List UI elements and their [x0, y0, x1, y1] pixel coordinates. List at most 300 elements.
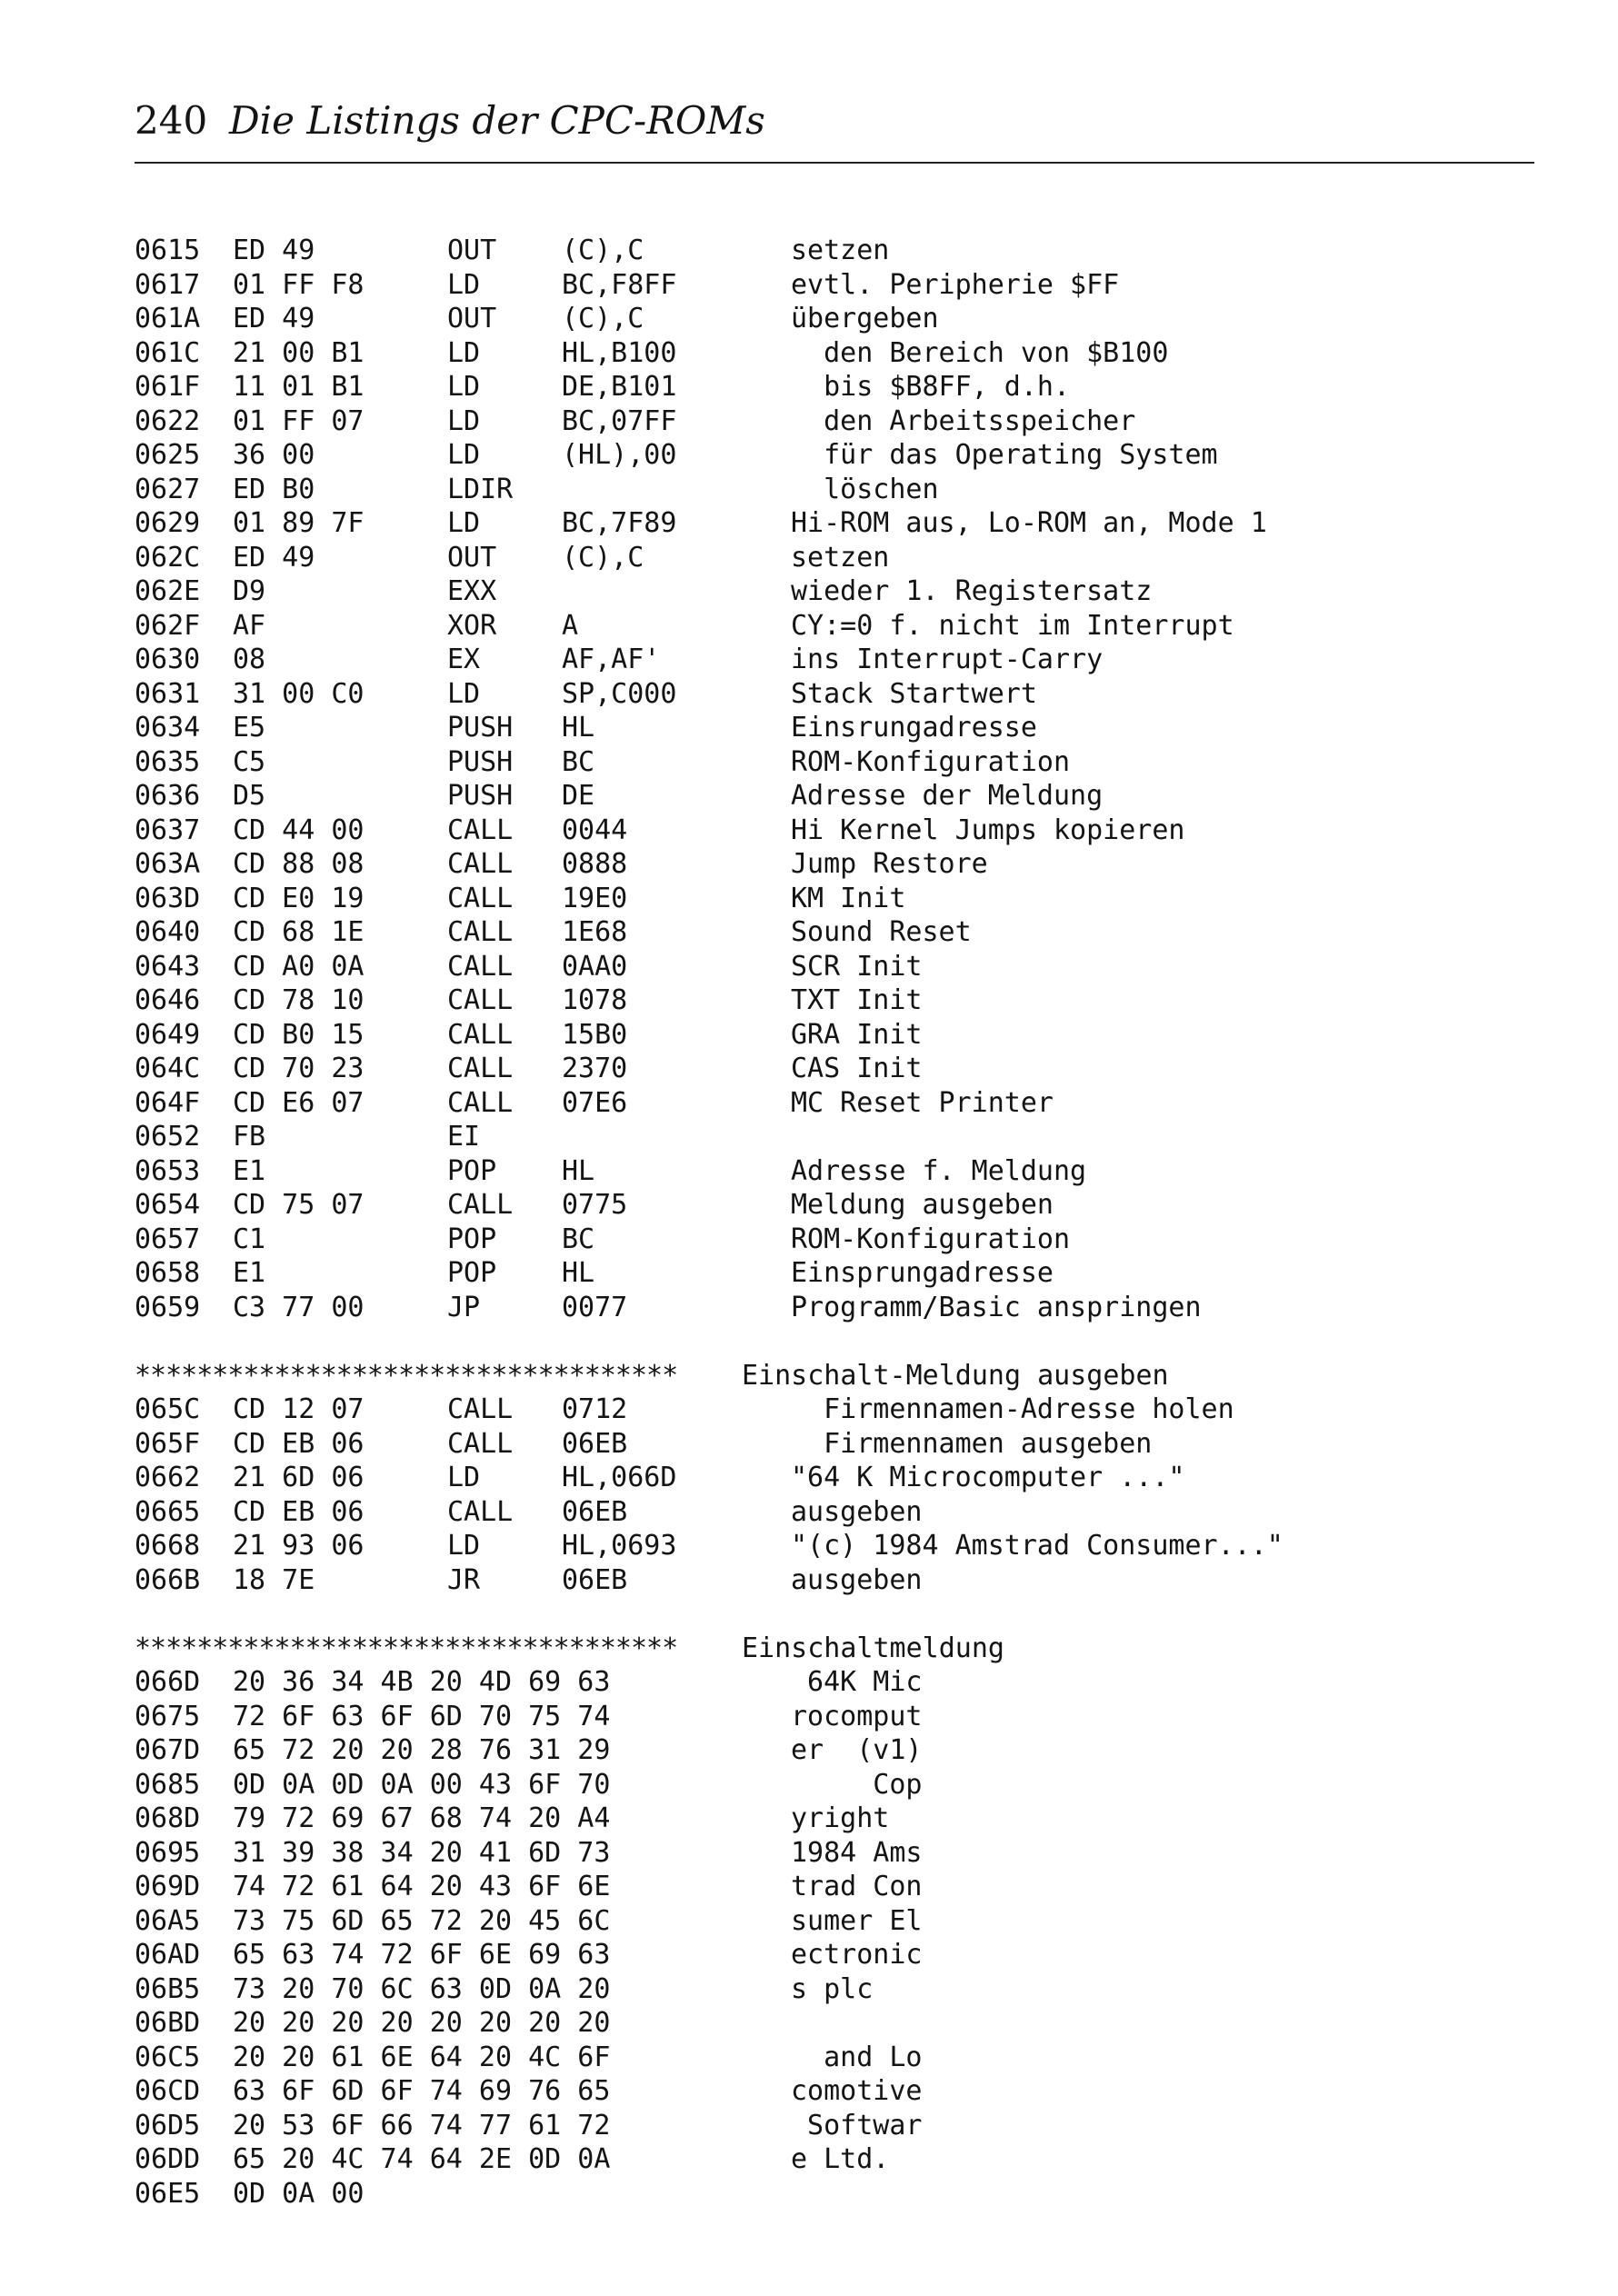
- opcode-bytes: ED 49: [233, 541, 315, 574]
- comment: ausgeben: [791, 1563, 923, 1596]
- comment: Adresse f. Meldung: [791, 1154, 1087, 1187]
- comment: Firmennamen ausgeben: [791, 1427, 1153, 1460]
- address: 06D5: [135, 2109, 201, 2141]
- address: 06B5: [135, 1972, 201, 2005]
- address: 068D: [135, 1802, 201, 1834]
- operand: 15B0: [562, 1018, 628, 1051]
- comment: Firmennamen-Adresse holen: [791, 1393, 1234, 1425]
- hex-bytes: 73 20 70 6C 63 0D 0A 20: [233, 1972, 611, 2005]
- hex-bytes: 0D 0A 0D 0A 00 43 6F 70: [233, 1768, 611, 1801]
- code-line: [135, 746, 1534, 781]
- comment: SCR Init: [791, 950, 923, 983]
- address: 061C: [135, 336, 201, 369]
- address: 0635: [135, 745, 201, 778]
- comment: Programm/Basic anspringen: [791, 1291, 1202, 1323]
- opcode-bytes: CD 78 10: [233, 984, 365, 1016]
- operand: HL: [562, 712, 595, 744]
- hex-bytes: 0D 0A 00: [233, 2177, 365, 2210]
- comment: Jump Restore: [791, 848, 988, 880]
- code-line: [135, 814, 1534, 849]
- mnemonic: PUSH: [447, 712, 514, 744]
- comment: den Bereich von $B100: [791, 336, 1169, 369]
- section-title: Einschaltmeldung: [742, 1632, 1004, 1664]
- mnemonic: OUT: [447, 541, 497, 574]
- code-line: [135, 1393, 1534, 1428]
- opcode-bytes: CD 70 23: [233, 1053, 365, 1084]
- address: 06A5: [135, 1904, 201, 1937]
- address: 0659: [135, 1291, 201, 1323]
- address: 06C5: [135, 2041, 201, 2073]
- address: 067D: [135, 1734, 201, 1766]
- comment: Adresse der Meldung: [791, 780, 1104, 812]
- hex-dump-line: [135, 2110, 1534, 2144]
- opcode-bytes: 01 FF 07: [233, 404, 365, 437]
- code-line: [135, 712, 1534, 746]
- operand: 0AA0: [562, 950, 628, 983]
- ascii-text: trad Con: [791, 1871, 923, 1902]
- code-line: [135, 1155, 1534, 1190]
- code-line: [135, 405, 1534, 440]
- operand: BC,07FF: [562, 404, 677, 437]
- code-line: [135, 1053, 1534, 1087]
- hex-dump-line: [135, 2178, 1534, 2212]
- operand: 1078: [562, 984, 628, 1016]
- address: 0653: [135, 1154, 201, 1187]
- address: 0649: [135, 1018, 201, 1051]
- ascii-text: er (v1): [791, 1734, 923, 1766]
- code-line: [135, 371, 1534, 405]
- comment: den Arbeitsspeicher: [791, 404, 1136, 437]
- mnemonic: POP: [447, 1257, 497, 1289]
- opcode-bytes: C3 77 00: [233, 1291, 365, 1323]
- comment: bis $B8FF, d.h.: [791, 371, 1071, 403]
- section-gap: [135, 1598, 1534, 1632]
- address: 0640: [135, 916, 201, 948]
- operand: (C),C: [562, 235, 644, 266]
- address: 069D: [135, 1871, 201, 1902]
- code-line: [135, 269, 1534, 304]
- operand: 07E6: [562, 1086, 628, 1119]
- opcode-bytes: 11 01 B1: [233, 371, 365, 403]
- mnemonic: CALL: [447, 950, 514, 983]
- mnemonic: LD: [447, 404, 481, 437]
- code-line: [135, 1496, 1534, 1531]
- opcode-bytes: ED B0: [233, 473, 315, 505]
- operand: HL,B100: [562, 336, 677, 369]
- code-line: [135, 1564, 1534, 1599]
- mnemonic: OUT: [447, 303, 497, 334]
- operand: (C),C: [562, 303, 644, 334]
- code-line: [135, 1223, 1534, 1258]
- mnemonic: CALL: [447, 984, 514, 1016]
- operand: (HL),00: [562, 439, 677, 471]
- opcode-bytes: CD 75 07: [233, 1189, 365, 1221]
- comment: ROM-Konfiguration: [791, 1223, 1071, 1255]
- operand: HL,066D: [562, 1462, 677, 1493]
- mnemonic: EI: [447, 1121, 481, 1153]
- comment: Stack Startwert: [791, 677, 1037, 710]
- opcode-bytes: CD EB 06: [233, 1495, 365, 1528]
- address: 0658: [135, 1257, 201, 1289]
- listing-section-init: [135, 235, 1534, 1325]
- address: 065C: [135, 1393, 201, 1425]
- hex-bytes: 31 39 38 34 20 41 6D 73: [233, 1836, 611, 1869]
- hex-dump-line: [135, 2075, 1534, 2110]
- comment: ausgeben: [791, 1495, 923, 1528]
- hex-bytes: 65 20 4C 74 64 2E 0D 0A: [233, 2143, 611, 2175]
- code-line: [135, 1292, 1534, 1326]
- operand: BC,F8FF: [562, 268, 677, 301]
- ascii-text: ectronic: [791, 1939, 923, 1971]
- mnemonic: EXX: [447, 575, 497, 607]
- hex-dump-line: [135, 1973, 1534, 2008]
- section-header: [135, 1632, 1534, 1667]
- operand: 0044: [562, 814, 628, 846]
- address: 0634: [135, 712, 201, 744]
- comment: Hi-ROM aus, Lo-ROM an, Mode 1: [791, 507, 1267, 539]
- mnemonic: CALL: [447, 1018, 514, 1051]
- operand: AF,AF': [562, 644, 661, 675]
- hex-bytes: 20 53 6F 66 74 77 61 72: [233, 2109, 611, 2141]
- opcode-bytes: FB: [233, 1121, 266, 1153]
- mnemonic: CALL: [447, 882, 514, 914]
- mnemonic: LD: [447, 1530, 481, 1562]
- hex-bytes: 20 36 34 4B 20 4D 69 63: [233, 1666, 611, 1698]
- mnemonic: JP: [447, 1291, 481, 1323]
- hex-dump-line: [135, 2041, 1534, 2076]
- code-line: [135, 439, 1534, 474]
- opcode-bytes: D9: [233, 575, 266, 607]
- hex-dump-line: [135, 1769, 1534, 1803]
- address: 0627: [135, 473, 201, 505]
- code-line: [135, 644, 1534, 678]
- opcode-bytes: D5: [233, 780, 266, 812]
- mnemonic: CALL: [447, 1053, 514, 1084]
- address: 0652: [135, 1121, 201, 1153]
- opcode-bytes: 31 00 C0: [233, 677, 365, 710]
- comment: CAS Init: [791, 1053, 923, 1084]
- hex-dump-line: [135, 1802, 1534, 1837]
- comment: GRA Init: [791, 1018, 923, 1051]
- comment: für das Operating System: [791, 439, 1218, 471]
- opcode-bytes: CD E6 07: [233, 1086, 365, 1119]
- ascii-text: 64K Mic: [791, 1666, 923, 1698]
- hex-dump-line: [135, 1666, 1534, 1701]
- ascii-text: s plc: [791, 1972, 874, 2005]
- hex-bytes: 73 75 6D 65 72 20 45 6C: [233, 1904, 611, 1937]
- code-line: [135, 1530, 1534, 1564]
- mnemonic: LD: [447, 677, 481, 710]
- code-line: [135, 883, 1534, 917]
- address: 0668: [135, 1530, 201, 1562]
- operand: HL: [562, 1154, 595, 1187]
- opcode-bytes: CD 88 08: [233, 848, 365, 880]
- address: 063A: [135, 848, 201, 880]
- comment: Hi Kernel Jumps kopieren: [791, 814, 1185, 846]
- mnemonic: LD: [447, 336, 481, 369]
- operand: HL: [562, 1257, 595, 1289]
- address: 062E: [135, 575, 201, 607]
- code-line: [135, 1019, 1534, 1053]
- mnemonic: PUSH: [447, 780, 514, 812]
- comment: wieder 1. Registersatz: [791, 575, 1153, 607]
- opcode-bytes: CD E0 19: [233, 882, 365, 914]
- address: 063D: [135, 882, 201, 914]
- operand: 0775: [562, 1189, 628, 1221]
- comment: ROM-Konfiguration: [791, 745, 1071, 778]
- ascii-text: yright: [791, 1802, 890, 1834]
- opcode-bytes: ED 49: [233, 303, 315, 334]
- ascii-text: Softwar: [791, 2109, 923, 2141]
- mnemonic: LD: [447, 1462, 481, 1493]
- address: 06AD: [135, 1939, 201, 1971]
- address: 062C: [135, 541, 201, 574]
- code-line: [135, 1121, 1534, 1155]
- listing-section-startup-text: [135, 1632, 1534, 2212]
- code-line: [135, 610, 1534, 644]
- code-line: [135, 1428, 1534, 1462]
- address: 06BD: [135, 2007, 201, 2039]
- comment: MC Reset Printer: [791, 1086, 1054, 1119]
- address: 0654: [135, 1189, 201, 1221]
- address: 0636: [135, 780, 201, 812]
- opcode-bytes: CD 68 1E: [233, 916, 365, 948]
- opcode-bytes: CD 12 07: [233, 1393, 365, 1425]
- mnemonic: XOR: [447, 609, 497, 642]
- ascii-text: rocomput: [791, 1700, 923, 1732]
- opcode-bytes: C1: [233, 1223, 266, 1255]
- hex-bytes: 79 72 69 67 68 74 20 A4: [233, 1802, 611, 1834]
- star-separator: ***********************************: [135, 1359, 678, 1392]
- mnemonic: CALL: [447, 1427, 514, 1460]
- code-line: [135, 951, 1534, 985]
- code-line: [135, 848, 1534, 883]
- address: 06E5: [135, 2177, 201, 2210]
- hex-dump-line: [135, 1701, 1534, 1735]
- address: 0662: [135, 1462, 201, 1493]
- code-line: [135, 1462, 1534, 1496]
- code-line: [135, 542, 1534, 576]
- hex-dump-line: [135, 2007, 1534, 2041]
- mnemonic: CALL: [447, 1086, 514, 1119]
- address: 0615: [135, 235, 201, 266]
- address: 0675: [135, 1700, 201, 1732]
- mnemonic: CALL: [447, 814, 514, 846]
- opcode-bytes: 08: [233, 644, 266, 675]
- opcode-bytes: ED 49: [233, 235, 315, 266]
- address: 0622: [135, 404, 201, 437]
- code-line: [135, 575, 1534, 610]
- mnemonic: OUT: [447, 235, 497, 266]
- mnemonic: CALL: [447, 1495, 514, 1528]
- code-line: [135, 474, 1534, 508]
- operand: 0712: [562, 1393, 628, 1425]
- hex-bytes: 65 72 20 20 28 76 31 29: [233, 1734, 611, 1766]
- hex-dump-line: [135, 1734, 1534, 1769]
- code-line: [135, 916, 1534, 951]
- comment: "(c) 1984 Amstrad Consumer...": [791, 1530, 1283, 1562]
- comment: Sound Reset: [791, 916, 972, 948]
- address: 0630: [135, 644, 201, 675]
- listing-section-startup-message: [135, 1360, 1534, 1599]
- code-line: [135, 337, 1534, 372]
- code-line: [135, 507, 1534, 542]
- assembly-listing: [135, 235, 1534, 2211]
- mnemonic: LD: [447, 268, 481, 301]
- address: 061F: [135, 371, 201, 403]
- address: 062F: [135, 609, 201, 642]
- address: 0685: [135, 1768, 201, 1801]
- section-header: [135, 1360, 1534, 1394]
- operand: HL,0693: [562, 1530, 677, 1562]
- hex-bytes: 72 6F 63 6F 6D 70 75 74: [233, 1700, 611, 1732]
- address: 0637: [135, 814, 201, 846]
- opcode-bytes: E5: [233, 712, 266, 744]
- hex-bytes: 20 20 61 6E 64 20 4C 6F: [233, 2041, 611, 2073]
- address: 061A: [135, 303, 201, 334]
- opcode-bytes: 01 FF F8: [233, 268, 365, 301]
- opcode-bytes: CD A0 0A: [233, 950, 365, 983]
- comment: übergeben: [791, 303, 939, 334]
- opcode-bytes: E1: [233, 1154, 266, 1187]
- ascii-text: and Lo: [791, 2041, 923, 2073]
- address: 06DD: [135, 2143, 201, 2175]
- address: 0631: [135, 677, 201, 710]
- operand: 06EB: [562, 1495, 628, 1528]
- comment: setzen: [791, 235, 890, 266]
- mnemonic: CALL: [447, 916, 514, 948]
- operand: (C),C: [562, 541, 644, 574]
- operand: DE,B101: [562, 371, 677, 403]
- opcode-bytes: 01 89 7F: [233, 507, 365, 539]
- operand: BC: [562, 1223, 595, 1255]
- hex-bytes: 74 72 61 64 20 43 6F 6E: [233, 1871, 611, 1902]
- comment: Einsprungadresse: [791, 1257, 1054, 1289]
- ascii-text: 1984 Ams: [791, 1836, 923, 1869]
- operand: DE: [562, 780, 595, 812]
- comment: ins Interrupt-Carry: [791, 644, 1104, 675]
- section-title: Einschalt-Meldung ausgeben: [742, 1359, 1169, 1392]
- address: 0657: [135, 1223, 201, 1255]
- hex-dump-line: [135, 1871, 1534, 1905]
- address: 064C: [135, 1053, 201, 1084]
- code-line: [135, 235, 1534, 269]
- mnemonic: JR: [447, 1563, 481, 1596]
- opcode-bytes: 21 00 B1: [233, 336, 365, 369]
- operand: 19E0: [562, 882, 628, 914]
- hex-dump-line: [135, 1939, 1534, 1973]
- operand: BC,7F89: [562, 507, 677, 539]
- comment: setzen: [791, 541, 890, 574]
- comment: Meldung ausgeben: [791, 1189, 1054, 1221]
- address: 066B: [135, 1563, 201, 1596]
- ascii-text: e Ltd.: [791, 2143, 890, 2175]
- ascii-text: comotive: [791, 2075, 923, 2107]
- mnemonic: LDIR: [447, 473, 514, 505]
- comment: Einsrungadresse: [791, 712, 1037, 744]
- section-gap: [135, 1325, 1534, 1360]
- code-line: [135, 1189, 1534, 1223]
- hex-dump-line: [135, 1905, 1534, 1940]
- ascii-text: sumer El: [791, 1904, 923, 1937]
- mnemonic: CALL: [447, 1393, 514, 1425]
- opcode-bytes: CD B0 15: [233, 1018, 365, 1051]
- mnemonic: EX: [447, 644, 481, 675]
- code-line: [135, 1087, 1534, 1122]
- address: 0646: [135, 984, 201, 1016]
- operand: 0888: [562, 848, 628, 880]
- mnemonic: PUSH: [447, 745, 514, 778]
- comment: evtl. Peripherie $FF: [791, 268, 1120, 301]
- address: 0617: [135, 268, 201, 301]
- address: 0643: [135, 950, 201, 983]
- address: 064F: [135, 1086, 201, 1119]
- hex-dump-line: [135, 1837, 1534, 1872]
- code-line: [135, 303, 1534, 337]
- code-line: [135, 678, 1534, 713]
- mnemonic: LD: [447, 371, 481, 403]
- operand: BC: [562, 745, 595, 778]
- code-line: [135, 1257, 1534, 1292]
- address: 066D: [135, 1666, 201, 1698]
- operand: 0077: [562, 1291, 628, 1323]
- opcode-bytes: 36 00: [233, 439, 315, 471]
- mnemonic: LD: [447, 439, 481, 471]
- opcode-bytes: AF: [233, 609, 266, 642]
- opcode-bytes: 21 6D 06: [233, 1462, 365, 1493]
- opcode-bytes: 21 93 06: [233, 1530, 365, 1562]
- address: 065F: [135, 1427, 201, 1460]
- opcode-bytes: 18 7E: [233, 1563, 315, 1596]
- hex-dump-line: [135, 2143, 1534, 2178]
- address: 0665: [135, 1495, 201, 1528]
- operand: 1E68: [562, 916, 628, 948]
- operand: 2370: [562, 1053, 628, 1084]
- comment: KM Init: [791, 882, 906, 914]
- comment: TXT Init: [791, 984, 923, 1016]
- code-line: [135, 780, 1534, 814]
- mnemonic: POP: [447, 1154, 497, 1187]
- opcode-bytes: CD 44 00: [233, 814, 365, 846]
- address: 0625: [135, 439, 201, 471]
- operand: SP,C000: [562, 677, 677, 710]
- operand: A: [562, 609, 579, 642]
- hex-bytes: 20 20 20 20 20 20 20 20: [233, 2007, 611, 2039]
- address: 06CD: [135, 2075, 201, 2107]
- ascii-text: Cop: [791, 1768, 923, 1801]
- star-separator: ***********************************: [135, 1632, 678, 1664]
- opcode-bytes: CD EB 06: [233, 1427, 365, 1460]
- opcode-bytes: E1: [233, 1257, 266, 1289]
- address: 0695: [135, 1836, 201, 1869]
- code-line: [135, 984, 1534, 1019]
- address: 0629: [135, 507, 201, 539]
- mnemonic: POP: [447, 1223, 497, 1255]
- hex-bytes: 63 6F 6D 6F 74 69 76 65: [233, 2075, 611, 2107]
- hex-bytes: 65 63 74 72 6F 6E 69 63: [233, 1939, 611, 1971]
- comment: "64 K Microcomputer ...": [791, 1462, 1185, 1493]
- comment: löschen: [791, 473, 939, 505]
- page-number: 240: [135, 98, 208, 143]
- operand: 06EB: [562, 1563, 628, 1596]
- opcode-bytes: C5: [233, 745, 266, 778]
- comment: CY:=0 f. nicht im Interrupt: [791, 609, 1234, 642]
- mnemonic: LD: [447, 507, 481, 539]
- mnemonic: CALL: [447, 1189, 514, 1221]
- page-header: [135, 89, 1534, 164]
- mnemonic: CALL: [447, 848, 514, 880]
- operand: 06EB: [562, 1427, 628, 1460]
